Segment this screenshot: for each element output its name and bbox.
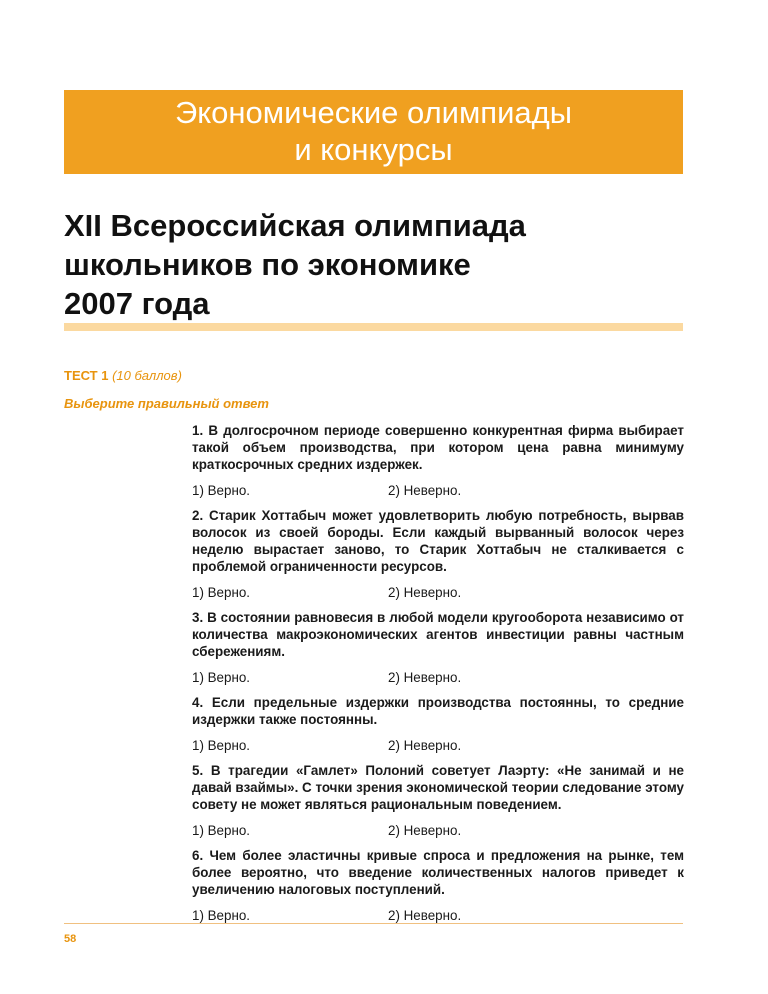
question-item: [192, 762, 684, 839]
title-line-3: 2007 года: [64, 286, 210, 321]
answer-options: [192, 822, 684, 839]
question-list: [192, 422, 684, 932]
page-number: 58: [64, 933, 77, 945]
question-item: [192, 507, 684, 601]
answer-option-false: 2) Неверно.: [388, 738, 462, 753]
answer-option-false: 2) Неверно.: [388, 823, 462, 838]
answer-option-true: 1) Верно.: [192, 908, 251, 923]
question-item: [192, 847, 684, 924]
test-name: ТЕСТ 1: [64, 368, 109, 383]
answer-option-false: 2) Неверно.: [388, 483, 462, 498]
section-banner: [64, 90, 683, 174]
banner-line-1: Экономические олимпиады: [174, 95, 573, 130]
question-text: 4. Если предельные издержки производства постоянны, то средние издержки также постоянны.: [192, 695, 684, 727]
answer-options: [192, 737, 684, 754]
question-text: 1. В долгосрочном периоде совершенно конкурентная фирма выбирает такой объем производства, при котором цена равна минимуму краткосрочных средних издержек.: [192, 423, 684, 472]
title-line-2: школьников по экономике: [64, 247, 471, 282]
answer-option-false: 2) Неверно.: [388, 908, 462, 923]
answer-option-true: 1) Верно.: [192, 585, 251, 600]
question-item: [192, 694, 684, 754]
page-title: [64, 206, 684, 323]
answer-options: [192, 907, 684, 924]
answer-options: [192, 669, 684, 686]
test-points: (10 баллов): [112, 368, 182, 383]
question-text: 3. В состоянии равновесия в любой модели кругооборота независимо от количества макроэкономических агентов инвестиции равны частным сбережениям.: [192, 610, 684, 659]
test-heading: [64, 368, 182, 383]
banner-line-2: и конкурсы: [294, 132, 453, 167]
title-divider: [64, 323, 683, 331]
answer-option-true: 1) Верно.: [192, 483, 251, 498]
question-text: 2. Старик Хоттабыч может удовлетворить любую потребность, вырвав волосок из своей бороды. Если каждый вырванный волосок через неделю вырастает заново, то Старик Хоттабыч не сталкивается с проблемой ограниченности ресурсов.: [192, 508, 684, 574]
question-text: 6. Чем более эластичны кривые спроса и предложения на рынке, тем более вероятно, что введение количественных налогов приведет к увеличению налоговых поступлений.: [192, 848, 684, 897]
question-text: 5. В трагедии «Гамлет» Полоний советует Лаэрту: «Не занимай и не давай взаймы». С точки зрения экономической теории следование этому совету не может являться рациональным поведением.: [192, 763, 684, 812]
answer-option-true: 1) Верно.: [192, 670, 251, 685]
answer-option-false: 2) Неверно.: [388, 585, 462, 600]
footer-divider: [64, 923, 683, 924]
answer-options: [192, 584, 684, 601]
title-line-1: XII Всероссийская олимпиада: [64, 208, 526, 243]
answer-options: [192, 482, 684, 499]
test-instruction: Выберите правильный ответ: [64, 396, 269, 411]
answer-option-true: 1) Верно.: [192, 738, 251, 753]
answer-option-false: 2) Неверно.: [388, 670, 462, 685]
answer-option-true: 1) Верно.: [192, 823, 251, 838]
question-item: [192, 609, 684, 686]
question-item: [192, 422, 684, 499]
